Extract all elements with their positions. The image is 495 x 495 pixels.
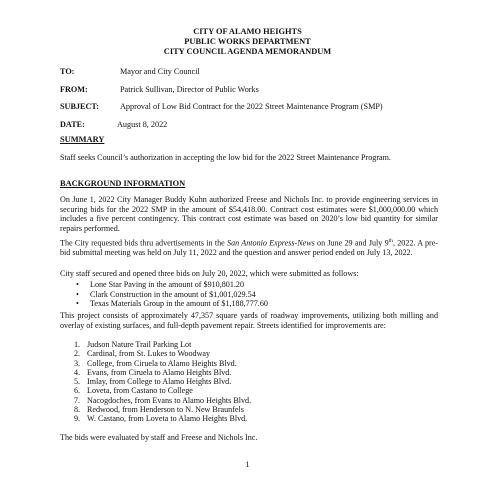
from-label: FROM: <box>60 85 88 94</box>
summary-text: Staff seeks Council’s authorization in accepting the low bid for the 2022 Street Maintenance Program. <box>60 153 391 162</box>
background-paragraph-3: City staff secured and opened three bids on July 20, 2022, which were submitted as follows: <box>60 269 359 278</box>
memo-to-row <box>60 67 200 77</box>
bid-list <box>60 280 268 309</box>
background-paragraph-4: This project consists of approximately 47,357 square yards of roadway improvements, utilizing both milling and overlay of existing surfaces, and full-depth pavement repair. Streets identified for improvements are: <box>60 311 438 330</box>
summary-heading: SUMMARY <box>60 135 105 144</box>
subject-label: SUBJECT: <box>60 102 99 111</box>
to-label: TO: <box>60 67 75 76</box>
para2-superscript: th <box>388 238 393 244</box>
list-item: • Lone Star Paving in the amount of $910,801.20 <box>60 280 268 290</box>
list-item: 2. Cardinal, from St. Lukes to Woodway <box>74 349 211 359</box>
memo-date-row <box>60 120 168 130</box>
list-item: • Clark Construction in the amount of $1,001,029.54 <box>60 290 268 300</box>
date-label: DATE: <box>60 120 85 129</box>
to-value: Mayor and City Council <box>120 67 200 76</box>
background-paragraph-5: The bids were evaluated by staff and Freese and Nichols Inc. <box>60 433 258 442</box>
list-item: 8. Redwood, from Henderson to N. New Braunfels <box>74 405 244 415</box>
list-item: 5. Imlay, from College to Alamo Heights Blvd. <box>74 377 232 387</box>
list-item: 1. Judson Nature Trail Parking Lot <box>74 340 192 349</box>
list-item: 7. Nacogdoches, from Evans to Alamo Heights Blvd. <box>74 395 252 405</box>
background-paragraph-2 <box>60 237 438 258</box>
memo-subject-row <box>60 102 383 112</box>
header-department: PUBLIC WORKS DEPARTMENT <box>184 37 311 46</box>
newspaper-name: San Antonio Express-News <box>227 238 315 248</box>
background-heading: BACKGROUND INFORMATION <box>60 179 186 188</box>
list-item: 9. W. Castano, from Loveta to Alamo Heights Blvd. <box>74 414 248 424</box>
date-value: August 8, 2022 <box>117 120 168 129</box>
list-item: 3. College, from Ciruela to Alamo Heights Blvd. <box>74 358 237 368</box>
list-item: 6. Loveta, from Castano to College <box>74 386 193 396</box>
memo-from-row <box>60 85 259 95</box>
header-city: CITY OF ALAMO HEIGHTS <box>193 27 302 36</box>
page-number: 1 <box>245 460 250 469</box>
background-paragraph-1: On June 1, 2022 City Manager Buddy Kuhn authorized Freese and Nichols Inc. to provide engineering services in securing bids for the 2022 SMP in the amount of $54,418.00. Contract cost estimates were $1,000,000.00 which includes a five percent contingency. This contract cost estimate was based on 2020’s low bid quantity for similar repairs performed. <box>60 195 438 233</box>
list-item: • Texas Materials Group in the amount of $1,188,777.60 <box>60 299 268 309</box>
list-item: 4. Evans, from Ciruela to Alamo Heights Blvd. <box>74 367 232 377</box>
header-memo-title: CITY COUNCIL AGENDA MEMORANDUM <box>163 47 332 56</box>
para2-text-a: The City requested bids thru advertisements in the <box>60 238 228 248</box>
from-value: Patrick Sullivan, Director of Public Works <box>120 85 259 94</box>
para2-text-c: , 2022. A pre-bid submittal meeting was held on July 11, 2022 and the question and answer period ended on July 13, 2022. <box>60 238 438 258</box>
subject-value: Approval of Low Bid Contract for the 2022 Street Maintenance Program (SMP) <box>120 102 383 111</box>
para2-text-b: on June 29 and July 9 <box>314 238 389 248</box>
street-list <box>60 340 251 424</box>
